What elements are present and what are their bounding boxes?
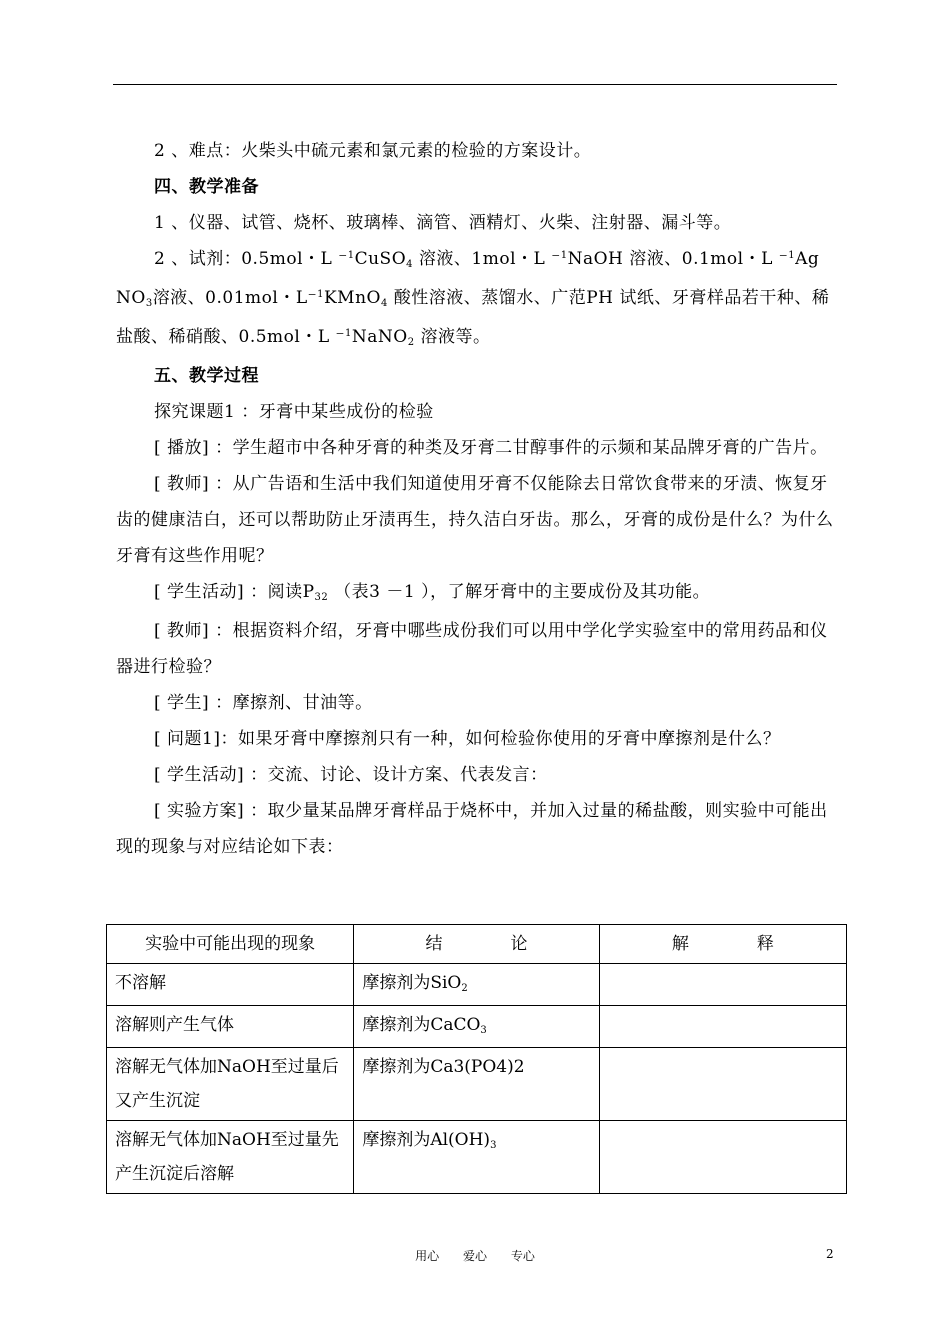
table-row [107, 1048, 847, 1121]
section-heading-process: 五、教学过程 [154, 366, 259, 386]
cell-phenomenon: 不溶解 [107, 964, 354, 1006]
column-header-conclusion: 结 论 [354, 925, 599, 964]
cell-phenomenon: 溶解无气体加NaOH至过量先产生沉淀后溶解 [107, 1121, 354, 1194]
cell-explanation [599, 1048, 846, 1121]
table-row [107, 1006, 847, 1048]
header-rule [113, 84, 837, 85]
footer-word: 用心 [415, 1249, 440, 1263]
section-heading-preparation: 四、教学准备 [154, 177, 259, 197]
cell-explanation [599, 1121, 846, 1194]
footer-word: 专心 [510, 1249, 535, 1263]
paragraph-question-1: [ 问题1]：如果牙膏中摩擦剂只有一种，如何检验你使用的牙膏中摩擦剂是什么？ [154, 729, 781, 749]
paragraph-difficulty: 2 、难点：火柴头中硫元素和氯元素的检验的方案设计。 [154, 141, 592, 161]
column-header-phenomenon: 实验中可能出现的现象 [107, 925, 354, 964]
paragraph-reagents: 2 、试剂：0.5mol・L ⁻$^1$CuSO$_4$ 溶液、1mol・L ⁻$^1$NaOH 溶液、0.1mol・L ⁻$^1$Ag $NO_3$溶液、0.01mol・L⁻$^1$KMnO$_4$ 酸性溶液、蒸馏水、广范PH 试纸、牙膏样品若干种、稀盐酸、稀硝酸、0.5mol・L ⁻$^1$NaNO$_2$ 溶液等。 [116, 249, 830, 348]
cell-phenomenon: 溶解无气体加NaOH至过量后又产生沉淀 [107, 1048, 354, 1121]
page-footer [0, 1247, 950, 1264]
cell-explanation [599, 1006, 846, 1048]
paragraph-student-activity-discuss: [ 学生活动] ：交流、讨论、设计方案、代表发言： [154, 765, 548, 785]
paragraph-student: [ 学生] ：摩擦剂、甘油等。 [154, 693, 373, 713]
footer-word: 爱心 [462, 1249, 487, 1263]
paragraph-experiment-plan: [ 实验方案] ：取少量某品牌牙膏样品于烧杯中，并加入过量的稀盐酸，则实验中可能出现的现象与对应结论如下表： [116, 801, 828, 857]
page-number: 2 [826, 1247, 834, 1261]
document-body [116, 133, 836, 865]
paragraph-topic: 探究课题1 ：牙膏中某些成份的检验 [154, 402, 434, 422]
cell-conclusion: 摩擦剂为Ca3(PO4)2 [354, 1048, 599, 1121]
table-header-row [107, 925, 847, 964]
paragraph-instruments: 1 、仪器、试管、烧杯、玻璃棒、滴管、酒精灯、火柴、注射器、漏斗等。 [154, 213, 732, 233]
cell-conclusion: 摩擦剂为SiO$_2$ [354, 964, 599, 1006]
results-table [106, 924, 847, 1194]
cell-explanation [599, 964, 846, 1006]
paragraph-teacher-2: [ 教师] ：根据资料介绍，牙膏中哪些成份我们可以用中学化学实验室中的常用药品和仪器进行检验？ [116, 621, 828, 677]
cell-phenomenon: 溶解则产生气体 [107, 1006, 354, 1048]
cell-conclusion: 摩擦剂为CaCO$_3$ [354, 1006, 599, 1048]
paragraph-student-activity-read: [ 学生活动] ：阅读$P_{32}$ （表3 －1 ），了解牙膏中的主要成份及其功能。 [154, 582, 711, 603]
table-row [107, 964, 847, 1006]
table-row [107, 1121, 847, 1194]
column-header-explanation: 解 释 [599, 925, 846, 964]
cell-conclusion: 摩擦剂为$Al(OH)_3$ [354, 1121, 599, 1194]
paragraph-play: [ 播放] ：学生超市中各种牙膏的种类及牙膏二甘醇事件的示频和某品牌牙膏的广告片。 [154, 438, 828, 458]
paragraph-teacher-1: [ 教师] ：从广告语和生活中我们知道使用牙膏不仅能除去日常饮食带来的牙渍、恢复牙齿的健康洁白，还可以帮助防止牙渍再生，持久洁白牙齿。那么，牙膏的成份是什么？为什么牙膏有这些作用呢？ [116, 474, 834, 566]
